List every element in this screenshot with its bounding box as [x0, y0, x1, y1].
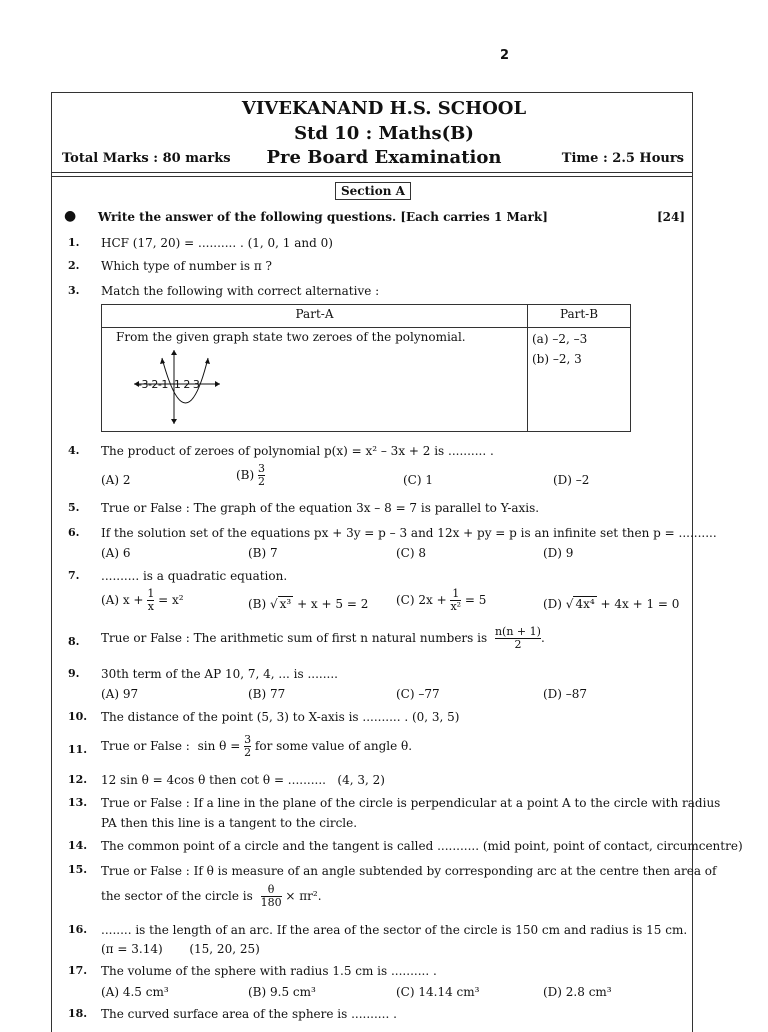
section-title: Section A: [335, 182, 411, 200]
option-d: (D) –87: [543, 687, 588, 701]
header-divider: [51, 172, 693, 173]
option-d: (D) 9: [543, 546, 574, 560]
option-c: (C) 1: [403, 473, 433, 487]
question-text: True or False : If θ is measure of an angle subtended by corresponding arc at the centre then area of: [101, 864, 717, 878]
question-text-cont: the sector of the circle is $\frac{\theta}{180}$ × πr².: [101, 883, 322, 909]
question-text-cont: (π = 3.14) (15, 20, 25): [101, 942, 260, 956]
question-number: 7.: [68, 569, 80, 582]
graph-tick-labels: -3-2-1 1 2 3: [138, 378, 200, 391]
part-a-text: From the given graph state two zeroes of the polynomial.: [116, 330, 466, 344]
option-d: (D) √ 4x⁴ + 4x + 1 = 0: [543, 597, 680, 611]
option-d: (D) –2: [553, 473, 590, 487]
option-a: (A) 2: [101, 473, 131, 487]
question-number: 13.: [68, 796, 88, 809]
part-b-option: (a) –2, –3: [532, 332, 588, 346]
option-a: (A) 6: [101, 546, 131, 560]
question-text: True or False : sin θ = $\frac{3}{2}$ for some value of angle θ.: [101, 733, 413, 759]
question-number: 6.: [68, 526, 80, 539]
match-table: [101, 304, 631, 432]
question-text: The common point of a circle and the tangent is called ........... (mid point, point of contact, circumcentre): [101, 839, 743, 853]
total-marks: Total Marks : 80 marks: [62, 151, 231, 166]
question-text: The product of zeroes of polynomial p(x) = x² – 3x + 2 is .......... .: [101, 444, 494, 458]
question-number: 1.: [68, 236, 80, 249]
question-text-cont: PA then this line is a tangent to the circle.: [101, 816, 358, 830]
question-number: 2.: [68, 259, 80, 272]
option-c: (C) 8: [396, 546, 426, 560]
question-text: HCF (17, 20) = .......... . (1, 0, 1 and 0): [101, 236, 333, 250]
question-number: 12.: [68, 773, 88, 786]
bullet-icon: ●: [64, 208, 77, 224]
exam-title: Pre Board Examination: [266, 147, 502, 168]
question-number: 17.: [68, 964, 88, 977]
page-number: 2: [500, 48, 510, 63]
exam-time: Time : 2.5 Hours: [561, 151, 684, 166]
option-c: (C) –77: [396, 687, 440, 701]
option-b: (B) 9.5 cm³: [248, 985, 316, 999]
question-number: 15.: [68, 863, 88, 876]
school-name: VIVEKANAND H.S. SCHOOL: [241, 98, 527, 119]
option-c: (C) 14.14 cm³: [396, 985, 480, 999]
instruction-marks: [24]: [656, 210, 685, 224]
question-text: The curved surface area of the sphere is .......... .: [101, 1007, 397, 1021]
question-text: Match the following with correct alternative :: [101, 284, 380, 298]
question-text: True or False : The arithmetic sum of first n natural numbers is $\frac{n(n + 1)}{2}$ .: [101, 625, 545, 651]
question-number: 5.: [68, 501, 80, 514]
question-number: 14.: [68, 839, 88, 852]
question-number: 11.: [68, 743, 88, 756]
question-number: 4.: [68, 444, 80, 457]
question-number: 18.: [68, 1007, 88, 1020]
option-a: (A) 97: [101, 687, 139, 701]
question-number: 10.: [68, 710, 88, 723]
question-text: True or False : The graph of the equation 3x – 8 = 7 is parallel to Y-axis.: [101, 501, 540, 515]
option-a: (A) x + $\frac{1}{x}$ = x²: [101, 587, 184, 613]
question-number: 9.: [68, 667, 80, 680]
question-number: 16.: [68, 923, 88, 936]
option-b: (B) 7: [248, 546, 278, 560]
header-divider-2: [51, 176, 693, 177]
option-a: (A) 4.5 cm³: [101, 985, 169, 999]
option-c: (C) 2x + $\frac{1}{\text{x²}}$ = 5: [396, 587, 487, 613]
standard-subject: Std 10 : Maths(B): [294, 123, 474, 144]
part-a-header: Part-A: [102, 305, 528, 328]
part-b-header: Part-B: [528, 305, 631, 328]
question-text: If the solution set of the equations px + 3y = p – 3 and 12x + py = p is an infinite set then p = ..........: [101, 526, 717, 540]
question-number: 8.: [68, 635, 80, 648]
option-b: (B) $\frac{3}{2}$: [236, 462, 266, 488]
option-b: (B) √ x³ + x + 5 = 2: [248, 597, 369, 611]
question-text: .......... is a quadratic equation.: [101, 569, 288, 583]
question-text: The distance of the point (5, 3) to X-axis is .......... . (0, 3, 5): [101, 710, 460, 724]
question-text: 12 sin θ = 4cos θ then cot θ = .......... (4, 3, 2): [101, 773, 385, 787]
question-text: 30th term of the AP 10, 7, 4, ... is ........: [101, 667, 338, 681]
part-b-option: (b) –2, 3: [532, 352, 582, 366]
question-text: True or False : If a line in the plane of the circle is perpendicular at a point A to the circle with radius: [101, 796, 721, 810]
question-text: Which type of number is π ?: [101, 259, 272, 273]
instruction: Write the answer of the following questions. [Each carries 1 Mark]: [98, 210, 548, 224]
option-d: (D) 2.8 cm³: [543, 985, 612, 999]
question-text: The volume of the sphere with radius 1.5 cm is .......... .: [101, 964, 437, 978]
question-text: ........ is the length of an arc. If the area of the sector of the circle is 150 cm and radius is 15 cm.: [101, 923, 688, 937]
question-number: 3.: [68, 284, 80, 297]
option-b: (B) 77: [248, 687, 286, 701]
